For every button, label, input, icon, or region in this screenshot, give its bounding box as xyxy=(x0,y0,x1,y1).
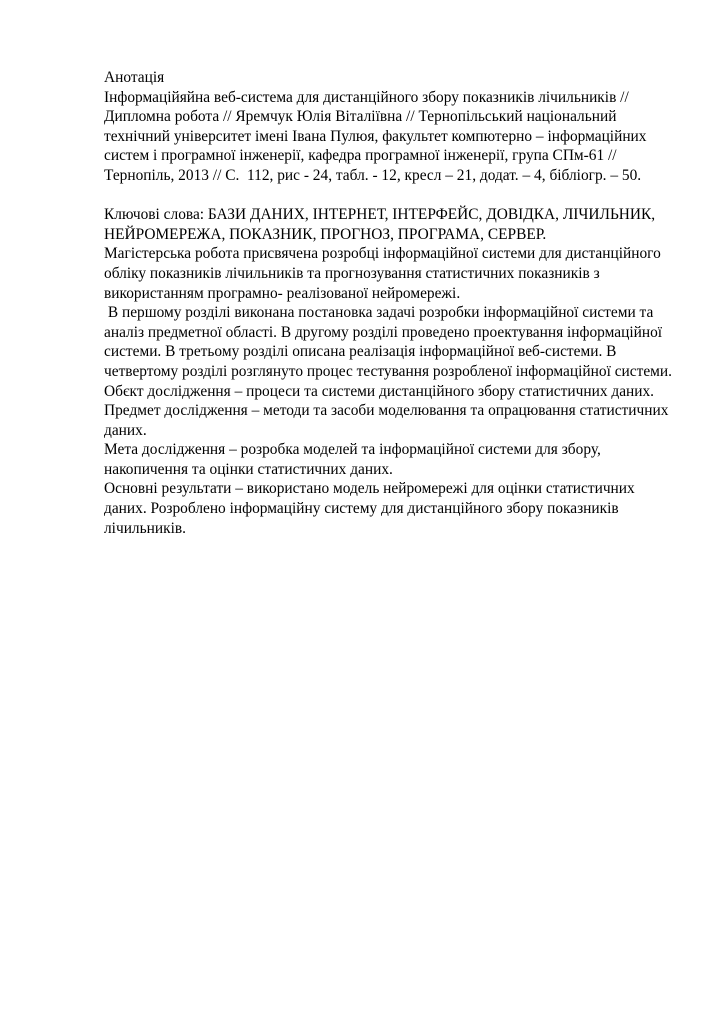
paragraph-gap xyxy=(104,186,674,206)
chapters-paragraph: В першому розділі виконана постановка задачі розробки інформаційної системи та аналіз предметної області. В другому розділі проведено проектування інформаційної системи. В третьому розділі описана реалізація інформаційної веб-системи. В четвертому розділі розглянуто процес тестування розробленої інформаційної системи. xyxy=(104,304,672,380)
main-results-paragraph: Основні результати – використано модель нейромережі для оцінки статистичних даних. Розроблено інформаційну систему для дистанційного збору показників лічильників. xyxy=(104,480,639,537)
annotation-body xyxy=(104,68,674,538)
research-object-paragraph: Обєкт дослідження – процеси та системи дистанційного збору статистичних даних. xyxy=(104,382,655,400)
keywords-paragraph: Ключові слова: БАЗИ ДАНИХ, ІНТЕРНЕТ, ІНТЕРФЕЙС, ДОВІДКА, ЛІЧИЛЬНИК, НЕЙРОМЕРЕЖА, ПОКАЗНИК, ПРОГНОЗ, ПРОГРАМА, СЕРВЕР. xyxy=(104,206,659,243)
research-goal-paragraph: Мета дослідження – розробка моделей та інформаційної системи для збору, накопичення та оцінки статистичних даних. xyxy=(104,441,605,478)
bibliographic-citation: Інформаційяйна веб-система для дистанційного збору показників лічильників // Дипломна робота // Яремчук Юлія Віталіївна // Тернопільський національний технічний університет імені Івана Пулюя, факультет компютерно – інформаційних систем і програмної інженерії, кафедра програмної інженерії, група СПм-61 // Тернопіль, 2013 // С. 112, рис - 24, табл. - 12, кресл – 21, додат. – 4, бібліогр. – 50. xyxy=(104,88,651,184)
research-subject-paragraph: Предмет дослідження – методи та засоби моделювання та опрацювання статистичних даних. xyxy=(104,402,673,439)
annotation-heading: Анотація xyxy=(104,69,165,86)
intro-paragraph: Магістерська робота присвячена розробці інформаційної системи для дистанційного обліку показників лічильників та прогнозування статистичних показників з використанням програмно- реалізованої нейромережі. xyxy=(104,245,665,302)
